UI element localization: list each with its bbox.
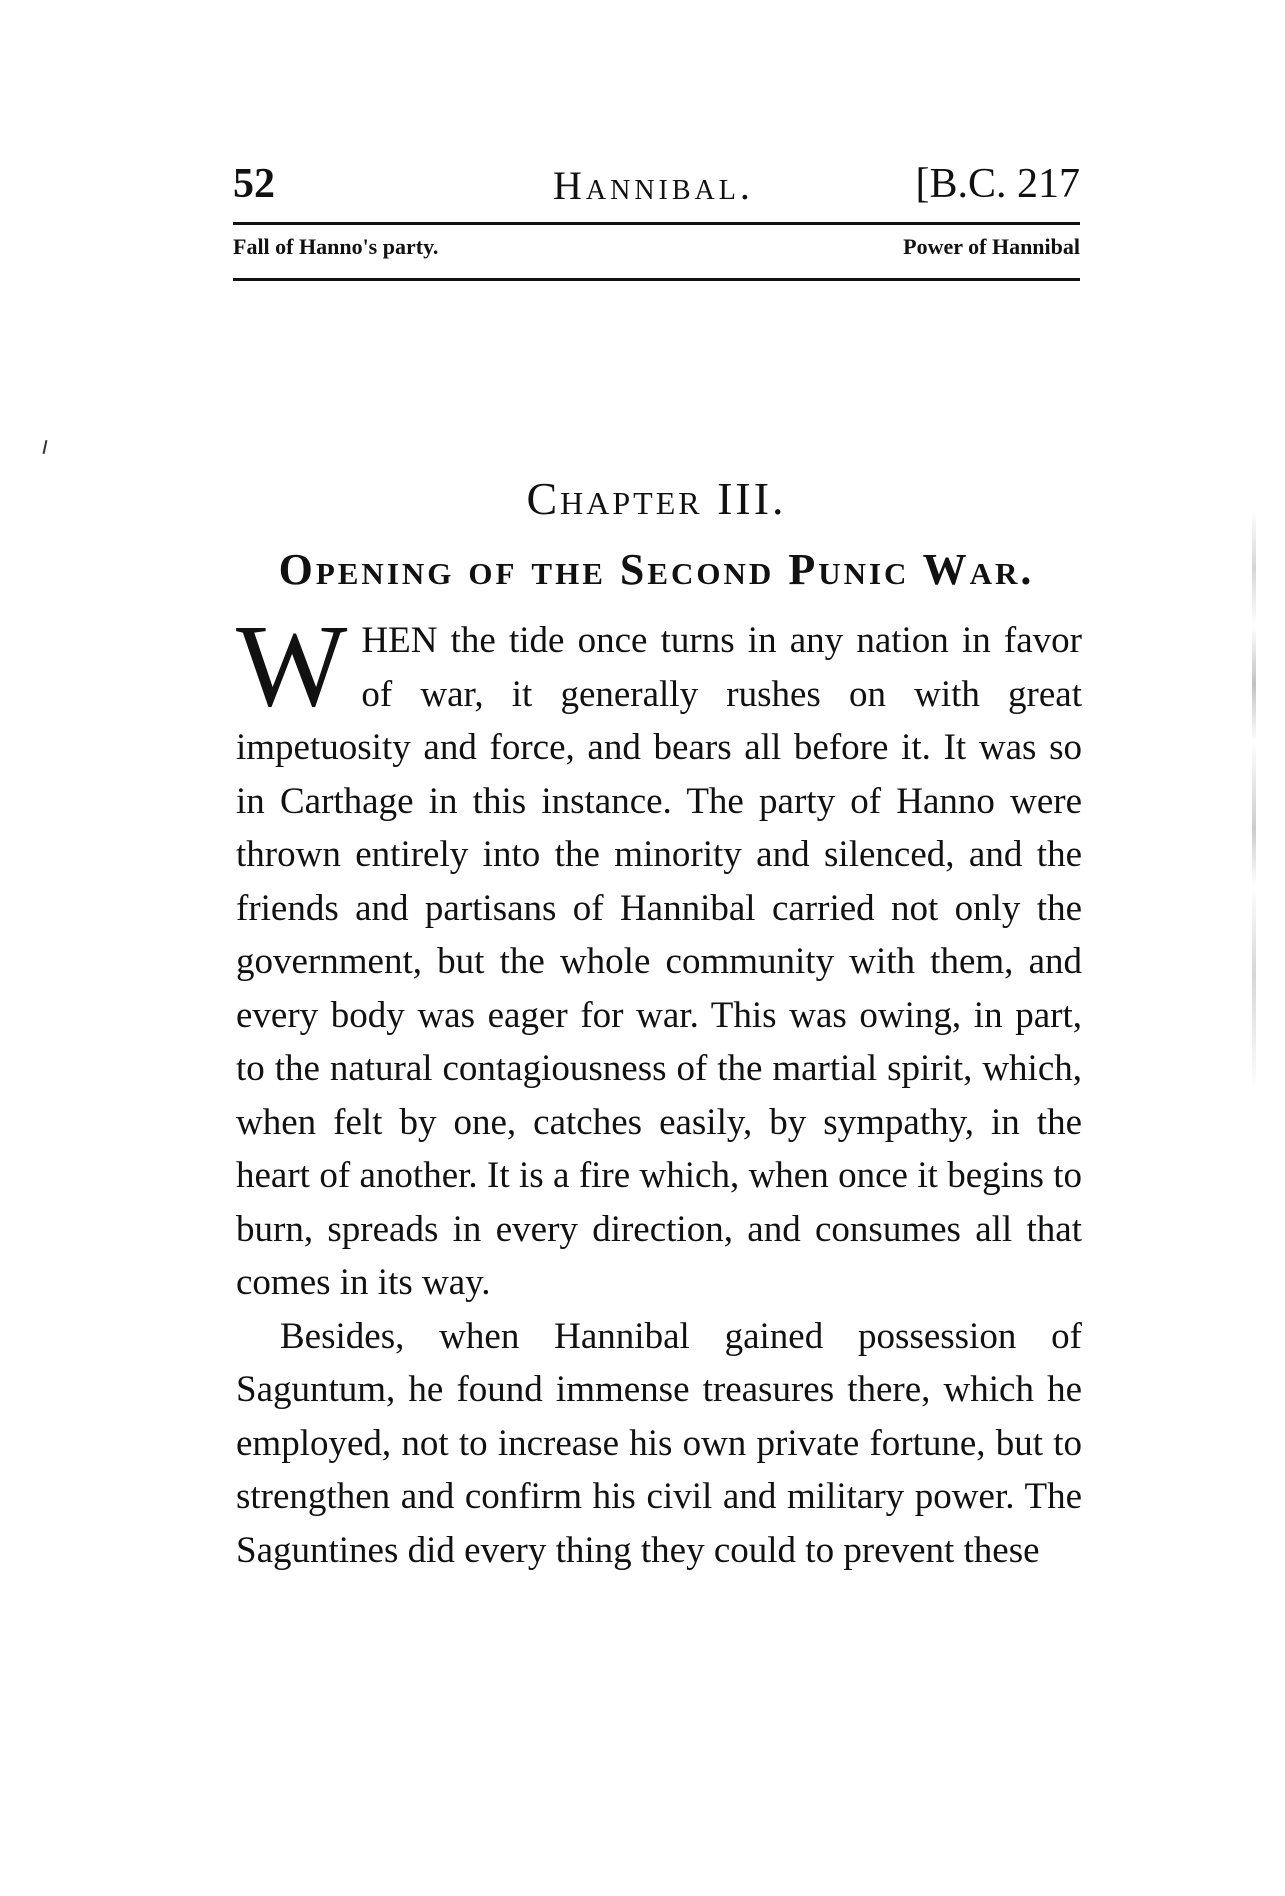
drop-cap: W [236,600,348,731]
subhead-left: Fall of Hanno's party. [233,234,439,259]
page-edge-bleed [1252,510,1256,1090]
chapter-subtitle: Opening of the Second Punic War. [278,545,1035,594]
body-text [236,600,1082,1577]
paragraph-1-text: HEN the tide once turns in any nation in favor of war, it generally rushes on with great impetuosity and force, and bears all before it. It was so in Carthage in this instance. The party of Hanno were thrown entirely into the minority and silenced, and the friends and partisans of Hannibal carried not only the government, but the whole community with them, and every body was eager for war. This was owing, in part, to the natural contagiousness of the martial spirit, which, when felt by one, catches easily, by sympathy, in the heart of another. It is a fire which, when once it begins to burn, spreads in every direction, and consumes all that comes in its way. [236,620,1082,1303]
paragraph-1 [236,600,1082,1310]
marginal-subheads [233,234,1080,268]
page-header [233,160,1080,220]
running-title: Hannibal. [553,163,754,208]
date-marker: [B.C. 217 [915,161,1080,207]
page-number: 52 [233,161,275,207]
margin-mark [43,440,48,454]
subhead-right: Power of Hannibal [903,234,1080,259]
chapter-title: Chapter III. [526,473,787,524]
header-rule-top [233,222,1080,225]
paragraph-2: Besides, when Hannibal gained possession of Saguntum, he found immense treasures there, which he employed, not to increase his own private fortune, but to strengthen and confirm his civil and military power. The Saguntines did every thing they could to prevent these [236,1315,1082,1571]
header-rule-bottom [233,278,1080,281]
